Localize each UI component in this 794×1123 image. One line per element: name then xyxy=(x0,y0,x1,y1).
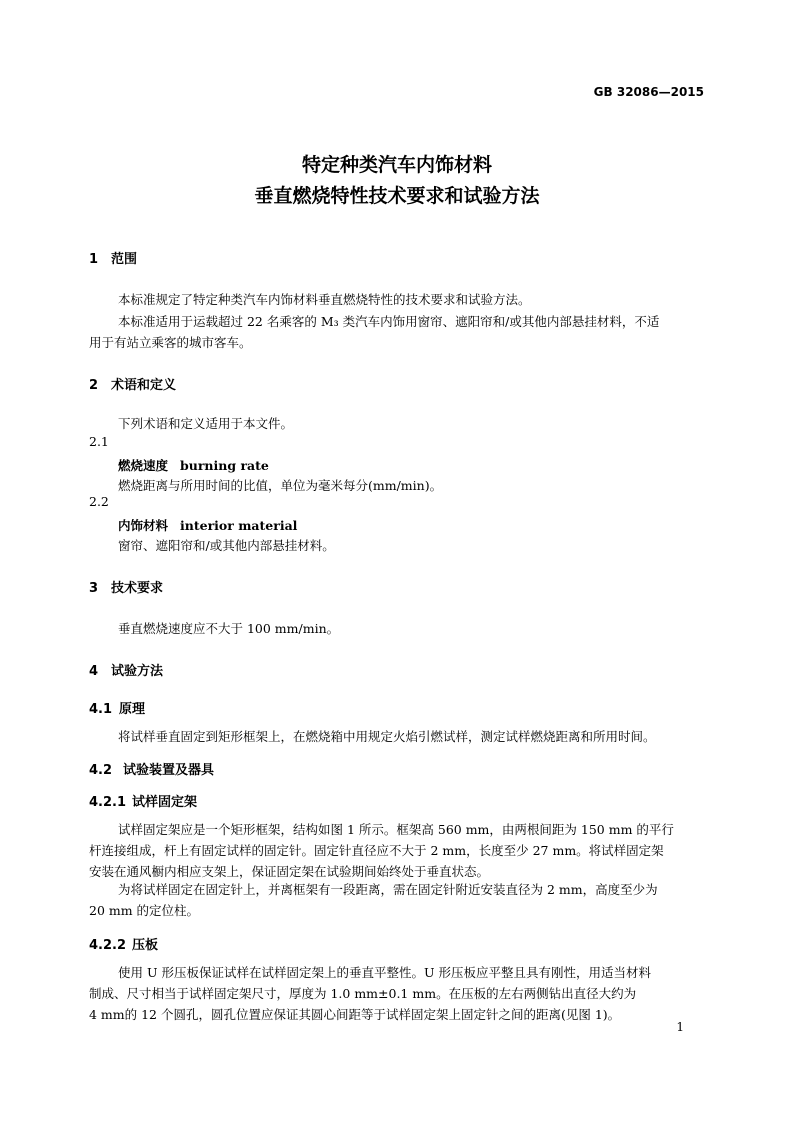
subsection-4-2-heading xyxy=(89,759,214,778)
standard-number: GB 32086—2015 xyxy=(593,85,704,99)
paragraph: 将试样垂直固定到矩形框架上，在燃烧箱中用规定火焰引燃试样，测定试样燃烧距离和所用时间。 xyxy=(118,729,656,744)
section-title: 试样固定架 xyxy=(132,795,198,810)
paragraph: 使用 U 形压板保证试样在试样固定架上的垂直平整性。U 形压板应平整且具有刚性，用适当材料 xyxy=(118,965,651,980)
page-number: 1 xyxy=(676,1020,684,1034)
section-number: 4.2.2 xyxy=(89,938,127,953)
section-title: 术语和定义 xyxy=(111,378,177,393)
term-heading xyxy=(118,455,269,474)
paragraph: 垂直燃烧速度应不大于 100 mm/min。 xyxy=(118,621,340,636)
term-heading xyxy=(118,515,297,534)
paragraph: 本标准规定了特定种类汽车内饰材料垂直燃烧特性的技术要求和试验方法。 xyxy=(118,292,531,307)
paragraph: 制成、尺寸相当于试样固定架尺寸，厚度为 1.0 mm±0.1 mm。在压板的左右两侧钻出直径大约为 xyxy=(89,986,637,1001)
term-number: 2.2 xyxy=(89,494,109,509)
section-title: 试验方法 xyxy=(111,664,164,679)
section-number: 4.2.1 xyxy=(89,795,127,810)
section-title: 技术要求 xyxy=(111,581,164,596)
section-title: 原理 xyxy=(119,702,146,717)
paragraph: 下列术语和定义适用于本文件。 xyxy=(118,416,294,431)
paragraph: 试样固定架应是一个矩形框架，结构如图 1 所示。框架高 560 mm，由两根间距为 150 mm 的平行 xyxy=(118,822,674,837)
subsection-4-2-1-heading xyxy=(89,791,197,810)
paragraph: 杆连接组成，杆上有固定试样的固定针。固定针直径应不大于 2 mm，长度至少 27 mm。将试样固定架 xyxy=(89,843,664,858)
term-chinese: 燃烧速度 xyxy=(118,458,169,473)
paragraph: 4 mm的 12 个圆孔，圆孔位置应保证其圆心间距等于试样固定架上固定针之间的距离(见图 1)。 xyxy=(89,1007,621,1022)
section-number: 4.2 xyxy=(89,763,113,778)
subsection-4-2-2-heading xyxy=(89,934,158,953)
section-number: 2 xyxy=(89,378,99,393)
paragraph: 安装在通风橱内相应支架上，保证固定架在试验期间始终处于垂直状态。 xyxy=(89,864,490,879)
term-english: burning rate xyxy=(180,458,269,473)
term-english: interior material xyxy=(180,518,298,533)
section-number: 3 xyxy=(89,581,99,596)
subsection-4-1-heading xyxy=(89,698,145,717)
section-1-heading xyxy=(89,248,137,267)
section-number: 4.1 xyxy=(89,702,113,717)
section-3-heading xyxy=(89,577,163,596)
section-2-heading xyxy=(89,374,176,393)
section-number: 4 xyxy=(89,664,99,679)
title-line-2: 垂直燃烧特性技术要求和试验方法 xyxy=(254,185,540,207)
section-title: 压板 xyxy=(132,938,159,953)
section-title: 试验装置及器具 xyxy=(123,763,215,778)
term-chinese: 内饰材料 xyxy=(118,518,169,533)
paragraph: 本标准适用于运载超过 22 名乘客的 M₃ 类汽车内饰用窗帘、遮阳帘和/或其他内部悬挂材料，不适 xyxy=(118,314,660,329)
term-definition: 燃烧距离与所用时间的比值，单位为毫米每分(mm/min)。 xyxy=(118,478,443,493)
paragraph: 为将试样固定在固定针上，并离框架有一段距离，需在固定针附近安装直径为 2 mm，高度至少为 xyxy=(118,882,658,897)
section-number: 1 xyxy=(89,252,99,267)
title-line-1: 特定种类汽车内饰材料 xyxy=(301,154,492,176)
paragraph: 用于有站立乘客的城市客车。 xyxy=(89,335,252,350)
paragraph: 20 mm 的定位柱。 xyxy=(89,903,200,918)
term-number: 2.1 xyxy=(89,434,109,449)
section-title: 范围 xyxy=(111,252,138,267)
term-definition: 窗帘、遮阳帘和/或其他内部悬挂材料。 xyxy=(118,538,335,553)
section-4-heading xyxy=(89,660,163,679)
